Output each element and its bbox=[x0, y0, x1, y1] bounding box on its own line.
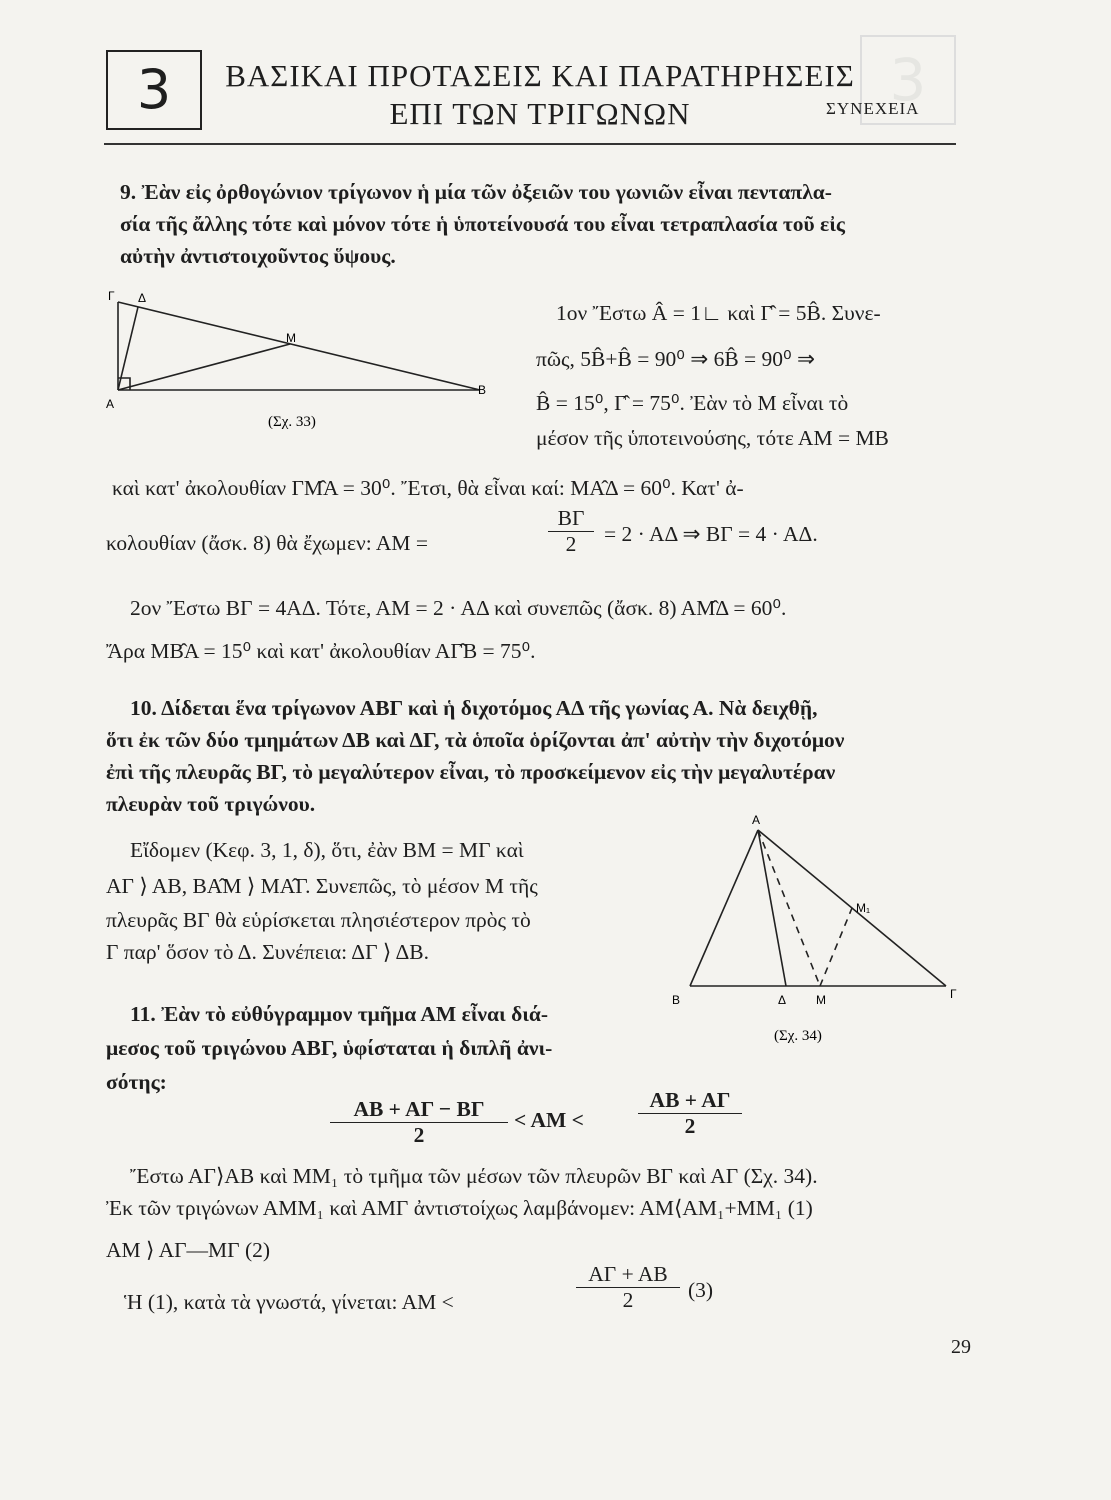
median-AM bbox=[758, 830, 820, 986]
p11-last-num: ΑΓ + ΑΒ bbox=[588, 1262, 668, 1286]
bisector-AD bbox=[758, 830, 786, 986]
p10-line4: πλευρὰν τοῦ τριγώνου. bbox=[106, 792, 316, 816]
p11-line2: μεσος τοῦ τριγώνου ΑΒΓ, ὑφίσταται ἡ διπλῆ ἀνι- bbox=[106, 1036, 553, 1060]
page-number: 29 bbox=[951, 1336, 971, 1358]
p11-line1: 11. Ἐὰν τὸ εὐθύγραμμον τμῆμα ΑΜ εἶναι διά- bbox=[130, 1002, 549, 1026]
fig34-label-B: Β bbox=[672, 993, 681, 1007]
p9-line3: αὐτὴν ἀντιστοιχοῦντος ὕψους. bbox=[120, 244, 396, 268]
figure-34 bbox=[660, 808, 960, 1048]
chapter-title-line1: ΒΑΣΙΚΑΙ ΠΡΟΤΑΣΕΙΣ ΚΑΙ ΠΑΡΑΤΗΡΗΣΕΙΣ bbox=[225, 58, 855, 93]
label-G: Γ bbox=[108, 289, 115, 303]
chapter-title-line2: ΕΠΙ ΤΩΝ ΤΡΙΓΩΝΩΝ bbox=[389, 96, 691, 131]
p10-proof3: πλευρᾶς ΒΓ θὰ εὑρίσκεται πλησιέστερον πρὸς τὸ bbox=[106, 908, 531, 932]
p10-line1: 10. Δίδεται ἕνα τρίγωνον ΑΒΓ καὶ ἡ διχοτόμος ΑΔ τῆς γωνίας Α. Νὰ δειχθῇ, bbox=[130, 696, 818, 720]
label-B: Β bbox=[478, 383, 487, 397]
p9-frac bbox=[548, 506, 594, 557]
p11-line3: σότης: bbox=[106, 1070, 167, 1094]
chapter-number-box bbox=[106, 50, 202, 130]
p11-proof2: Ἐκ τῶν τριγώνων ΑΜΜ₁ καὶ ΑΜΓ ἀντιστοίχως λαμβάνομεν: ΑΜ⟨ΑΜ₁+ΜΜ₁ (1) bbox=[106, 1196, 813, 1220]
label-A: Α bbox=[106, 397, 115, 411]
p9-frac-num: ΒΓ bbox=[557, 506, 585, 530]
label-M: Μ bbox=[286, 331, 296, 345]
p11-proof1: Ἔστω ΑΓ⟩ΑΒ καὶ ΜΜ₁ τὸ τμῆμα τῶν μέσων τῶν πλευρῶν ΒΓ καὶ ΑΓ (Σχ. 34). bbox=[130, 1164, 818, 1188]
hypotenuse-GB bbox=[118, 302, 480, 390]
ineq-left-num: ΑΒ + ΑΓ − ΒΓ bbox=[353, 1097, 485, 1121]
fig34-label-A: Α bbox=[752, 813, 761, 827]
ineq-left-frac bbox=[330, 1097, 508, 1148]
side-AB bbox=[690, 830, 758, 986]
midsegment-MM1 bbox=[820, 908, 852, 986]
ineq-right-frac bbox=[638, 1088, 742, 1139]
ineq-left-den: 2 bbox=[413, 1123, 425, 1147]
fig34-label-D: Δ bbox=[778, 993, 787, 1007]
p9-frac-den: 2 bbox=[565, 532, 577, 556]
label-D: Δ bbox=[138, 291, 147, 305]
fig34-label-M1: Μ₁ bbox=[856, 901, 871, 915]
p9-side4: μέσον τῆς ὑποτεινούσης, τότε ΑΜ = ΜΒ bbox=[536, 426, 889, 450]
p10-line2: ὅτι ἐκ τῶν δύο τμημάτων ΔΒ καὶ ΔΓ, τὰ ὁποῖα ὁρίζονται ἀπ' αὐτὴν τὴν διχοτόμον bbox=[106, 728, 845, 752]
ineq-right-den: 2 bbox=[684, 1114, 696, 1138]
fig33-caption: (Σχ. 33) bbox=[268, 414, 316, 430]
p9-part2: 2ον Ἔστω ΒΓ = 4ΑΔ. Τότε, ΑΜ = 2 · ΑΔ καὶ συνεπῶς (ἄσκ. 8) ΑΜ̂Δ = 60⁰. bbox=[130, 596, 787, 620]
p10-proof1: Εἴδομεν (Κεφ. 3, 1, δ), ὅτι, ἐὰν ΒΜ = ΜΓ καὶ bbox=[130, 838, 524, 862]
p11-last-suffix: (3) bbox=[688, 1278, 714, 1302]
ineq-right-num: ΑΒ + ΑΓ bbox=[649, 1088, 731, 1112]
p11-last-prefix: Ἡ (1), κατὰ τὰ γνωστά, γίνεται: ΑΜ < bbox=[124, 1290, 454, 1314]
header-rule bbox=[104, 143, 956, 145]
continued-label: ΣΥΝΕΧΕΙΑ bbox=[826, 99, 920, 118]
p9-frac-prefix: κολουθίαν (ἄσκ. 8) θὰ ἔχωμεν: ΑΜ = bbox=[106, 531, 429, 555]
fig34-caption: (Σχ. 34) bbox=[774, 1028, 822, 1044]
p11-last-frac bbox=[576, 1262, 680, 1313]
p11-last-den: 2 bbox=[622, 1288, 634, 1312]
fig34-label-G: Γ bbox=[950, 987, 957, 1001]
p9-line-after: καὶ κατ' ἀκολουθίαν ΓΜ̂Α = 30⁰. Ἔτσι, θὰ εἶναι καί: ΜΑ̂Δ = 60⁰. Κατ' ἀ- bbox=[112, 476, 744, 500]
p9-frac-suffix: = 2 · ΑΔ ⇒ ΒΓ = 4 · ΑΔ. bbox=[604, 522, 818, 546]
p10-line3: ἐπὶ τῆς πλευρᾶς ΒΓ, τὸ μεγαλύτερον εἶναι, τὸ προσκείμενον εἰς τὴν μεγαλυτέραν bbox=[106, 760, 836, 784]
median-AM bbox=[118, 344, 290, 390]
ghost-chapter-box: 3 bbox=[860, 35, 956, 125]
figure-33 bbox=[100, 280, 500, 440]
p9-line1: 9. Ἐὰν εἰς ὀρθογώνιον τρίγωνον ἡ μία τῶν ὀξειῶν του γωνιῶν εἶναι πενταπλα- bbox=[120, 180, 832, 204]
chapter-number: 3 bbox=[136, 58, 172, 121]
p10-proof2: ΑΓ ⟩ ΑΒ, ΒΑ̂Μ ⟩ ΜΑ̂Γ. Συνεπῶς, τὸ μέσον Μ τῆς bbox=[106, 874, 538, 898]
p9-side2: πῶς, 5B̂+B̂ = 90⁰ ⇒ 6B̂ = 90⁰ ⇒ bbox=[536, 347, 816, 371]
p11-proof3: ΑΜ ⟩ ΑΓ—ΜΓ (2) bbox=[106, 1238, 271, 1262]
p9-line2: σία τῆς ἄλλης τότε καὶ μόνον τότε ἡ ὑποτείνουσά του εἶναι τετραπλασία τοῦ εἰς bbox=[120, 212, 845, 236]
p10-proof4: Γ παρ' ὅσον τὸ Δ. Συνέπεια: ΔΓ ⟩ ΔΒ. bbox=[106, 940, 429, 964]
fig34-label-M: Μ bbox=[816, 993, 826, 1007]
ineq-mid: < ΑΜ < bbox=[514, 1108, 584, 1132]
p9-side3: B̂ = 15⁰, Γ̂ = 75⁰. Ἐὰν τὸ Μ εἶναι τὸ bbox=[536, 391, 849, 415]
p9-part2b: Ἄρα ΜΒ̂Α = 15⁰ καὶ κατ' ἀκολουθίαν ΑΓ̂Β = 75⁰. bbox=[106, 639, 536, 663]
p9-side1: 1ον Ἔστω Â = 1∟ καὶ Γ̂ = 5B̂. Συνε- bbox=[556, 301, 881, 325]
